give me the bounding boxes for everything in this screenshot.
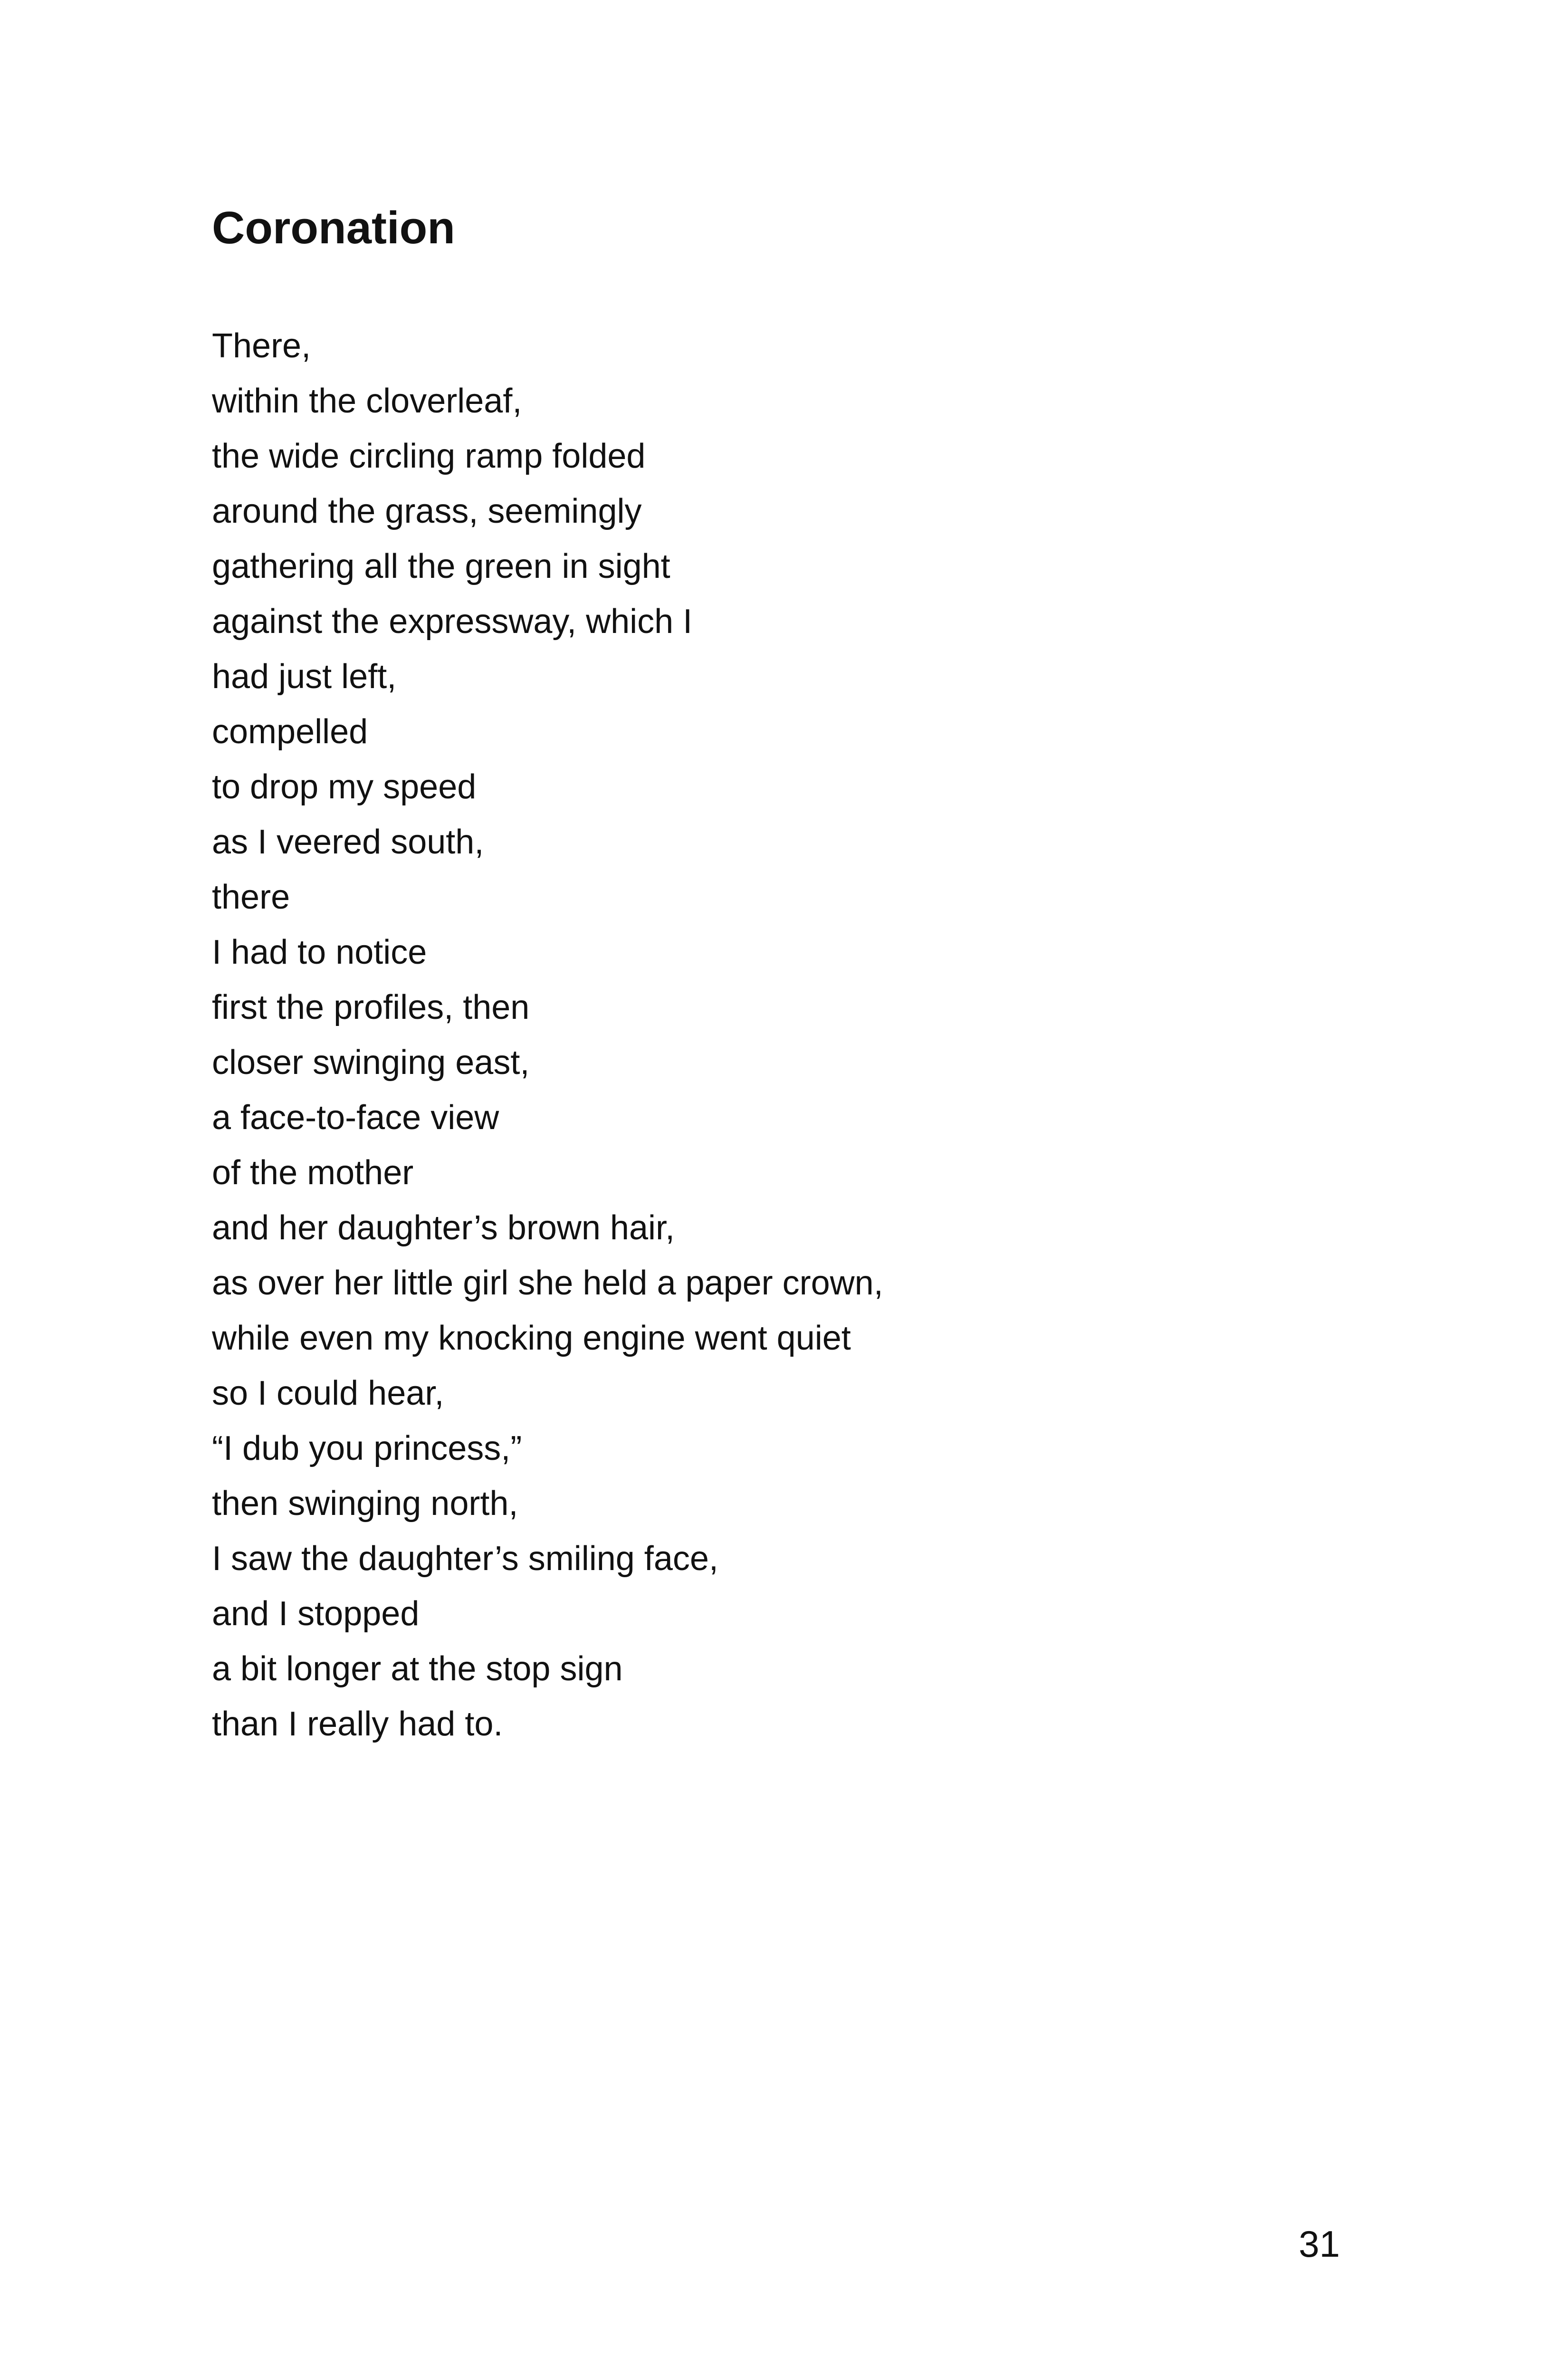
poem-line: then swinging north, xyxy=(212,1485,518,1523)
poem-line: to drop my speed xyxy=(212,768,477,806)
poem-line: and her daughter’s brown hair, xyxy=(212,1209,675,1247)
poem-line: a bit longer at the stop sign xyxy=(212,1650,623,1688)
poem-line: as over her little girl she held a paper crown, xyxy=(212,1264,883,1302)
page-number: 31 xyxy=(1299,2223,1340,2265)
poem-line: a face-to-face view xyxy=(212,1099,499,1137)
poem-line: as I veered south, xyxy=(212,823,484,861)
poem-line: so I could hear, xyxy=(212,1374,444,1412)
poem-line: “I dub you princess,” xyxy=(212,1429,522,1467)
poem-line: while even my knocking engine went quiet xyxy=(212,1319,851,1357)
poem-line: and I stopped xyxy=(212,1595,420,1633)
poem-line: the wide circling ramp folded xyxy=(212,437,646,475)
poem-line: of the mother xyxy=(212,1154,414,1192)
poem-line: within the cloverleaf, xyxy=(212,382,522,420)
poem-line: I saw the daughter’s smiling face, xyxy=(212,1540,718,1578)
poem-line: compelled xyxy=(212,713,368,751)
poem-line: against the expressway, which I xyxy=(212,603,693,641)
poem-line: than I really had to. xyxy=(212,1705,503,1743)
poem-line: There, xyxy=(212,327,311,365)
poem-line: closer swinging east, xyxy=(212,1044,530,1082)
poem-body xyxy=(212,318,883,1752)
poem-line: gathering all the green in sight xyxy=(212,547,670,585)
poem-line: around the grass, seemingly xyxy=(212,492,642,530)
poem-title: Coronation xyxy=(212,202,455,253)
poem-line: had just left, xyxy=(212,658,397,696)
poem-line: there xyxy=(212,878,290,916)
poem-line: first the profiles, then xyxy=(212,988,530,1026)
poem-line: I had to notice xyxy=(212,933,427,971)
